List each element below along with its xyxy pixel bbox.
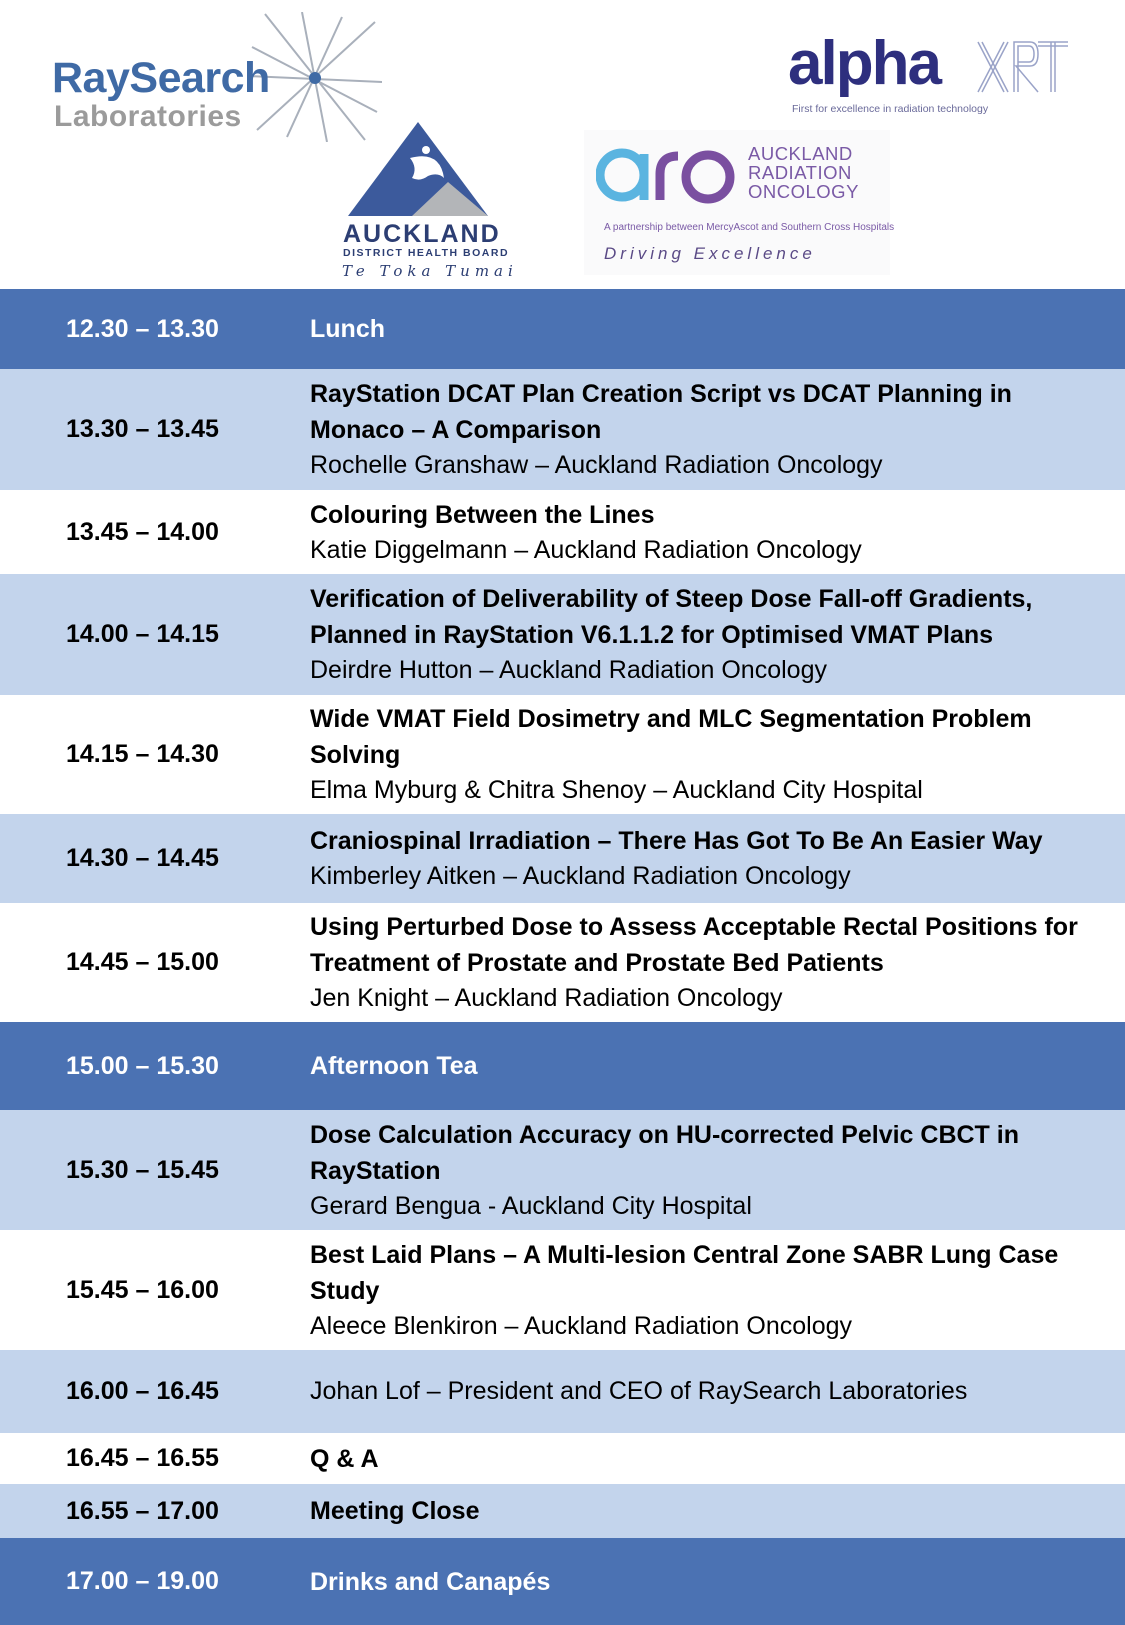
- time-slot: 15.00 – 15.30: [66, 1051, 219, 1080]
- session-title: Craniospinal Irradiation – There Has Got To Be An Easier Way: [310, 827, 1043, 855]
- time-slot: 14.15 – 14.30: [66, 740, 219, 768]
- time-slot: 14.30 – 14.45: [66, 844, 219, 872]
- session-title: Afternoon Tea: [310, 1052, 478, 1080]
- schedule-row: [0, 1538, 1125, 1625]
- session-speaker: Johan Lof – President and CEO of RaySearch Laboratories: [310, 1377, 968, 1405]
- schedule-row: [0, 1433, 1125, 1484]
- session-title: Dose Calculation Accuracy on HU-corrected Pelvic CBCT in RayStation: [310, 1120, 1019, 1185]
- aro-name-line: ONCOLOGY: [748, 181, 859, 202]
- session-title: Best Laid Plans – A Multi-lesion Central Zone SABR Lung Case Study: [310, 1240, 1059, 1305]
- logo-header: [0, 0, 1125, 289]
- session-speaker: Rochelle Granshaw – Auckland Radiation Oncology: [310, 451, 883, 479]
- aro-mark-icon: [596, 144, 736, 206]
- raysearch-logo: [52, 12, 382, 142]
- adhb-maori-name: Te Toka Tumai: [342, 262, 518, 280]
- schedule-row: [0, 1230, 1125, 1350]
- alphaxrt-tagline: First for excellence in radiation technology: [792, 103, 989, 115]
- adhb-logo: [340, 120, 525, 282]
- session-speaker: Gerard Bengua - Auckland City Hospital: [310, 1191, 752, 1220]
- adhb-subtitle: DISTRICT HEALTH BOARD: [343, 247, 510, 259]
- time-slot: 12.30 – 13.30: [66, 314, 219, 343]
- adhb-mark-icon: [340, 120, 525, 220]
- time-slot: 15.45 – 16.00: [66, 1275, 219, 1304]
- aro-name: [748, 144, 859, 201]
- session-title: RayStation DCAT Plan Creation Script vs DCAT Planning in Monaco – A Comparison: [310, 380, 1012, 444]
- time-slot: 14.45 – 15.00: [66, 948, 219, 976]
- schedule-row: [0, 1110, 1125, 1230]
- schedule-row: [0, 1022, 1125, 1110]
- adhb-name: AUCKLAND: [343, 220, 501, 248]
- schedule-row: [0, 814, 1125, 903]
- session-title: Drinks and Canapés: [310, 1567, 551, 1596]
- session-speaker: Aleece Blenkiron – Auckland Radiation Oncology: [310, 1311, 853, 1340]
- session-speaker: Elma Myburg & Chitra Shenoy – Auckland City Hospital: [310, 776, 923, 804]
- time-slot: 15.30 – 15.45: [66, 1155, 219, 1184]
- schedule-row: [0, 1350, 1125, 1433]
- session-title: Meeting Close: [310, 1497, 480, 1525]
- aro-partnership: A partnership between MercyAscot and Southern Cross Hospitals: [604, 222, 895, 233]
- alphaxrt-logo: [788, 29, 1088, 121]
- aro-name-line: AUCKLAND: [748, 143, 853, 164]
- session-title: Using Perturbed Dose to Assess Acceptable Rectal Positions for Treatment of Prostate and Prostate Bed Patients: [310, 913, 1078, 977]
- time-slot: 16.00 – 16.45: [66, 1377, 219, 1405]
- aro-logo: [584, 130, 895, 275]
- session-title: Verification of Deliverability of Steep Dose Fall-off Gradients, Planned in RayStation V6.1.1.2 for Optimised VMAT Plans: [310, 585, 1033, 649]
- time-slot: 16.55 – 17.00: [66, 1496, 219, 1525]
- schedule-table: [0, 289, 1125, 1625]
- schedule-row: [0, 695, 1125, 814]
- schedule-row: [0, 369, 1125, 490]
- alphaxrt-word: alpha: [788, 29, 940, 98]
- raysearch-line2: Laboratories: [54, 100, 242, 133]
- schedule-row: [0, 490, 1125, 574]
- time-slot: 13.30 – 13.45: [66, 415, 219, 443]
- session-title: Q & A: [310, 1444, 379, 1473]
- schedule-row: [0, 289, 1125, 369]
- session-title: Colouring Between the Lines: [310, 500, 655, 529]
- session-speaker: Katie Diggelmann – Auckland Radiation Oncology: [310, 535, 862, 564]
- schedule-row: [0, 1484, 1125, 1538]
- raysearch-line1: RaySearch: [52, 54, 270, 102]
- time-slot: 17.00 – 19.00: [66, 1567, 219, 1595]
- session-speaker: Jen Knight – Auckland Radiation Oncology: [310, 984, 783, 1012]
- alphaxrt-xrt-mark: [976, 40, 1068, 100]
- aro-slogan: Driving Excellence: [604, 244, 816, 263]
- aro-name-line: RADIATION: [748, 162, 852, 183]
- schedule-row: [0, 903, 1125, 1022]
- time-slot: 16.45 – 16.55: [66, 1444, 219, 1472]
- session-speaker: Deirdre Hutton – Auckland Radiation Oncology: [310, 656, 827, 684]
- session-title: Lunch: [310, 315, 385, 343]
- session-title: Wide VMAT Field Dosimetry and MLC Segmentation Problem Solving: [310, 705, 1032, 769]
- time-slot: 14.00 – 14.15: [66, 620, 219, 648]
- time-slot: 13.45 – 14.00: [66, 517, 219, 546]
- session-speaker: Kimberley Aitken – Auckland Radiation Oncology: [310, 862, 851, 890]
- schedule-row: [0, 574, 1125, 695]
